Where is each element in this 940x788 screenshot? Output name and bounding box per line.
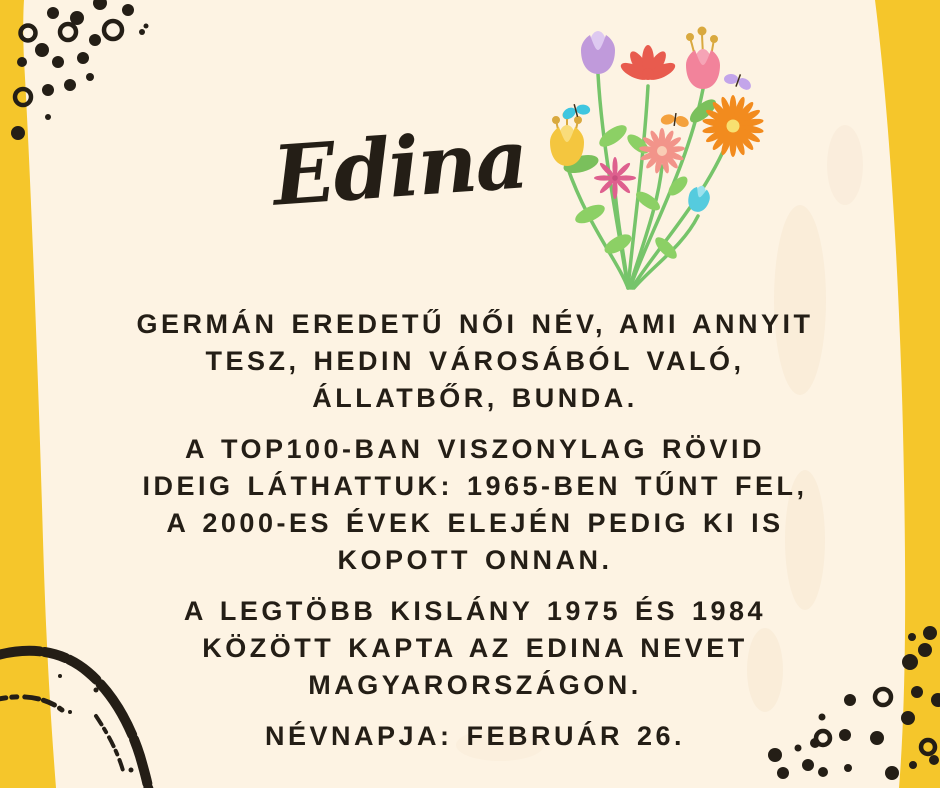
star-flower-pink-icon [594, 157, 636, 199]
paragraph-name-origin: GERMÁN EREDETŰ NŐI NÉV, AMI ANNYIT TESZ, HEDIN VÁROSÁBÓL VALÓ, ÁLLATBŐR, BUNDA. [136, 309, 814, 413]
tulip-purple-icon [581, 31, 615, 74]
tulip-pink-icon [686, 28, 720, 90]
butterfly-orange-icon [659, 111, 692, 130]
card-title: Edina [269, 111, 530, 225]
paragraph-top100: A TOP100-BAN VISZONYLAG RÖVID IDEIG LÁTHATTUK: 1965-BEN TŰNT FEL, A 2000-ES ÉVEK ELEJÉN PEDIG KI IS KOPOTT ONNAN. [142, 434, 808, 575]
flower-red-icon [618, 45, 677, 83]
butterfly-purple-icon [721, 69, 755, 93]
tulip-yellow-icon [550, 112, 584, 167]
paragraph-nameday: NÉVNAPJA: FEBRUÁR 26. [264, 721, 686, 751]
paragraph-popularity: A LEGTÖBB KISLÁNY 1975 ÉS 1984 KÖZÖTT KAPTA AZ EDINA NEVET MAGYARORSZÁGON. [183, 596, 767, 700]
card-body-text [120, 306, 830, 769]
flower-bouquet-icon [518, 16, 778, 300]
